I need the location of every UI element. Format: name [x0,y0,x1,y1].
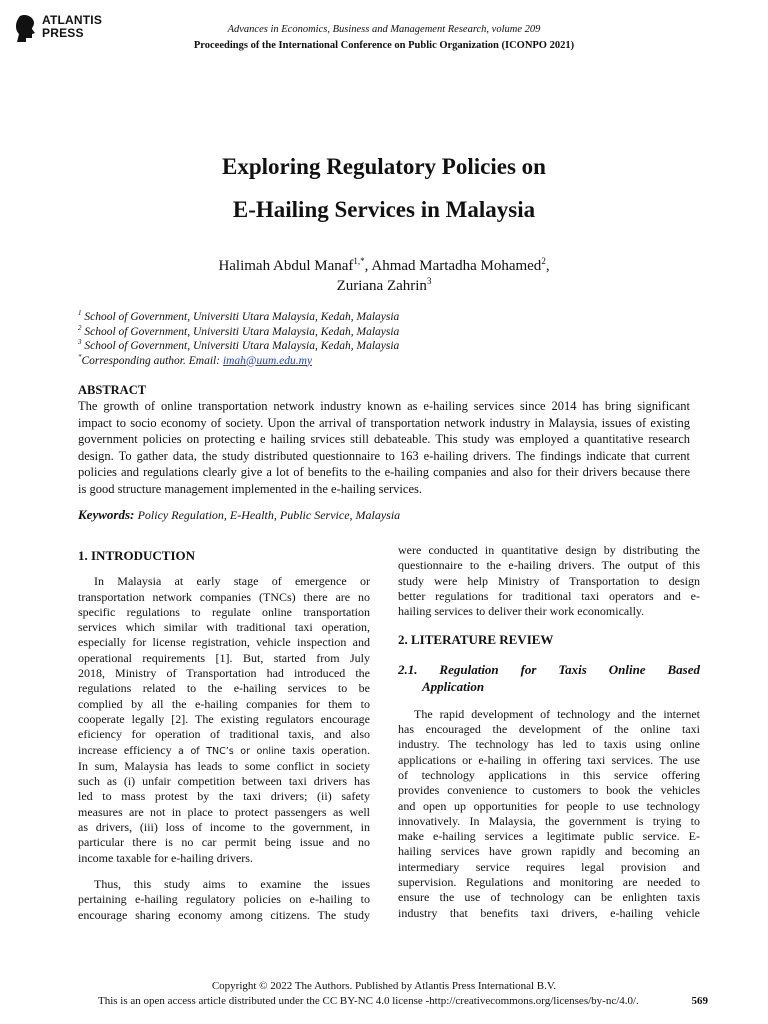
author-3-sup: 3 [426,276,432,286]
paper-title-line1: Exploring Regulatory Policies on [222,154,546,179]
left-column [78,548,370,923]
affiliation-sup: 3 [78,338,82,347]
footer-license [98,995,708,1007]
abstract-line: The growth of online transportation network industry known as e-hailing services since 2014 has bring significant [78,399,690,413]
text-line: Thus, this study aims to examine the issues [94,876,370,891]
text-line: better regulations for traditional taxi operators and e- [398,588,700,603]
series-title: Advances in Economics, Business and Management Research, volume 209 [227,24,541,35]
text-line: transportation network companies (TNCs) there are no [78,589,370,604]
affiliations [78,310,399,368]
abstract-line: policies and regulations clearly give a lot of benefits to the e-hailing companies and also for their drivers because there [78,465,690,479]
text-line: services which similar with traditional taxi operation, [78,620,370,635]
text-fragment: increase efficiency [78,742,179,757]
text-line: encourage sharing economy among citizens. The study [78,907,370,922]
affiliation-1 [78,310,399,325]
corresponding-sup: * [78,352,82,361]
publisher-line1: ATLANTIS [42,13,103,27]
affiliation-sup: 2 [78,323,82,332]
text-line: has encouraged the development of the online taxi [398,722,700,737]
affiliation-3 [78,339,399,354]
text-line: cooperate legally [2]. The existing regulators encourage [78,711,370,726]
author-list [0,256,768,296]
text-line: specific regulations to regulate online transportation [78,604,370,619]
text-line: particular there is no car permit being issue and no [78,835,370,850]
text-line: 2018, Ministry of Transportation had introduced the [78,666,370,681]
text-line: especially for license registration, vehicle inspection and [78,635,370,650]
text-line: industry that benefits taxi drivers, e-hailing vehicle [398,905,700,920]
text-line: questionnaire to the e-hailing drivers. The output of this [398,558,700,573]
author-3: Zuriana Zahrin [336,278,427,294]
text-line: income taxable for e-hailing drivers. [78,850,253,865]
author-line2 [0,276,768,296]
text-line: complied by all the e-hailing companies for them to [78,696,370,711]
text-line: such as (i) unfair competition between taxi drivers has [78,774,370,789]
affiliation-text: School of Government, Universiti Utara Malaysia, Kedah, Malaysia [84,325,400,338]
abstract-heading: ABSTRACT [78,383,147,397]
subsection-heading-2-1 [398,661,700,695]
footer-copyright: Copyright © 2022 The Authors. Published by Atlantis Press International B.V. [211,980,557,992]
text-line: hailing services have grown rapidly and becoming an [398,844,700,859]
text-line: and open up opportunities for people to use technology [398,798,700,813]
literature-paragraph-1 [398,707,700,921]
text-line: make e-hailing services a legitimate public service. E- [398,829,700,844]
text-line: eficiency for operation of traditional taxis, and also [78,727,370,742]
abstract-body [78,398,690,497]
text-fragment: . [367,742,370,757]
abstract-line: impact to socio economy of society. Upon the arrival of transportation network industry in Malaysia, issues of existing [78,415,690,430]
affiliation-text: School of Government, Universiti Utara Malaysia, Kedah, Malaysia [84,340,400,352]
text-line [78,743,370,759]
author-separator: , [364,258,372,274]
text-line: In sum, Malaysia has leads to some conflict in society [78,758,370,773]
text-line: ensure the use of technology can be enlighten taxis [398,890,700,905]
author-2-sup: 2 [541,256,546,266]
right-column [398,543,700,921]
license-text: This is an open access article distributed under the CC BY-NC 4.0 license -http://creativecommons.org/licenses/by-nc/4.0/. [98,995,639,1007]
keywords [78,507,400,523]
corresponding-label: Corresponding author. Email: [81,354,223,367]
text-line: industry. The technology has led to taxis using online [398,737,700,752]
text-line: as drivers, (iii) loss of income to the government, in [78,820,370,835]
text-line: applications or e-hailing in offering taxi services. The use [398,752,700,767]
text-line: provides convenience to customers to book the vehicles [398,783,700,798]
corresponding-author [78,354,399,369]
email-link[interactable]: imah@uum.edu.my [222,354,313,367]
intro-paragraph-1 [78,574,370,866]
author-1: Halimah Abdul Manaf [218,258,354,274]
abstract-line: government policies on protecting e hailing srvices still debateable. This study was employed a quantitative research [78,432,690,446]
page-number: 569 [691,995,708,1007]
text-fragment-alt-font: a of TNC’s or online taxis operation [178,745,367,757]
section-heading-literature-review: 2. LITERATURE REVIEW [398,632,554,648]
affiliation-text: School of Government, Universiti Utara Malaysia, Kedah, Malaysia [84,311,400,323]
author-2: Ahmad Martadha Mohamed [371,258,542,274]
author-line1 [0,256,768,276]
text-line: operational requirements [1]. But, started from July [78,650,370,665]
intro-paragraph-2-continued [398,543,700,619]
abstract-line: is good structure management implemented in the e-hailing services. [78,481,422,496]
text-line: hailing services to deliver their work economically. [398,604,645,619]
intro-paragraph-2 [78,877,370,923]
text-line: supervision. Regulations and monitoring are needed to [398,875,700,890]
paper-title-line2: E-Hailing Services in Malaysia [232,197,536,222]
text-line: pertaining e-hailing regulatory policies on e-hailing to [78,892,370,907]
affiliation-2 [78,325,399,340]
author-separator: , [545,258,550,274]
text-line: regulations related to the e-hailing services to be [78,681,370,696]
text-line: led to mass protest by the taxi drivers; (ii) safety [78,789,370,804]
keywords-text: Policy Regulation, E-Health, Public Service, Malaysia [137,508,401,522]
text-line: The rapid development of technology and the internet [414,706,700,721]
subsection-heading-line: 2.1. Regulation for Taxis Online Based [398,661,700,677]
text-line: of technology applications in this service offering [398,767,700,782]
author-1-sup: 1,* [353,256,365,266]
proceedings-title: Proceedings of the International Conference on Public Organization (ICONPO 2021) [193,40,575,51]
text-line: innovatively. In Malaysia, the government is trying to [398,813,700,828]
text-line: were conducted in quantitative design by distributing the [398,543,700,557]
section-heading-introduction: 1. INTRODUCTION [78,548,196,563]
affiliation-sup: 1 [78,309,82,318]
abstract-line: design. To gather data, the study distributed questionnaire to 163 e-hailing drivers. The findings indicate that current [78,448,690,463]
subsection-heading-line: Application [422,678,485,694]
text-line: study were help Ministry of Transportation to design [398,573,700,588]
keywords-label: Keywords: [78,507,135,522]
text-line: intermediary service requires legal provision and [398,859,700,874]
text-line: measures are not in place to protect passengers as well [78,804,370,819]
text-line: In Malaysia at early stage of emergence or [94,574,370,589]
publisher-line2: PRESS [42,26,84,40]
